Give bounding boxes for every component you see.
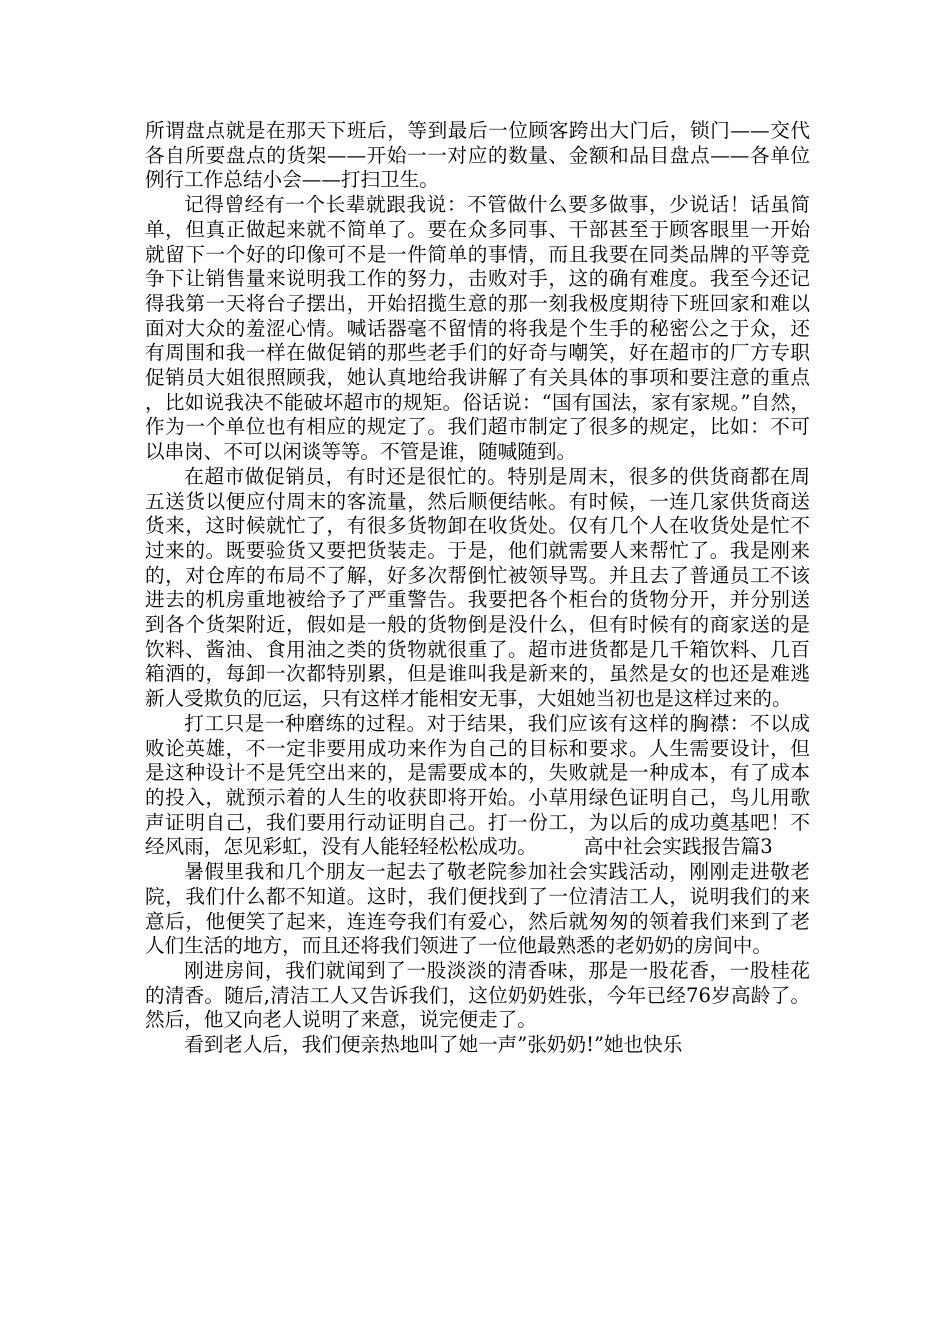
paragraph-entering-room: 刚进房间，我们就闻到了一股淡淡的清香味，那是一股花香，一股桂花的清香。随后,清洁工人又告诉我们，这位奶奶姓张，今年已经76岁高龄了。然后，他又向老人说明了来意，说完便走了。 (145, 958, 810, 1032)
paragraph-work-reflection-text: 打工只是一种磨练的过程。对于结果，我们应该有这样的胸襟：不以成败论英雄，不一定非要用成功来作为自己的目标和要求。人生需要设计，但是这种设计不是凭空出来的，是需要成本的，失败就是一种成本，有了成本的投入，就预示着的人生的收获即将开始。小草用绿色证明自己，鸟儿用歌声证明自己，我们要用行动证明自己。打一份工，为以后的成功奠基吧！不经风雨，怎见彩虹，没有人能轻轻松松成功。 (145, 711, 810, 859)
document-body (145, 119, 810, 1058)
paragraph-inventory: 所谓盘点就是在那天下班后，等到最后一位顾客跨出大门后，锁门——交代各自所要盘点的货架——开始一一对应的数量、金额和品目盘点——各单位例行工作总结小会——打扫卫生。 (145, 119, 810, 192)
paragraph-nursing-home-visit: 暑假里我和几个朋友一起去了敬老院参加社会实践活动，刚刚走进敬老院，我们什么都不知道。这时，我们便找到了一位清洁工人，说明我们的来意后，他便笑了起来，连连夸我们有爱心，然后就匆匆的领着我们来到了老人们生活的地方，而且还将我们领进了一位他最熟悉的老奶奶的房间中。 (145, 860, 810, 958)
paragraph-greeting-grandma: 看到老人后，我们便亲热地叫了她一声”张奶奶!”她也快乐 (184, 1033, 683, 1057)
section-heading-report-3: 高中社会实践报告篇3 (583, 835, 773, 859)
paragraph-supermarket-busy: 在超市做促销员，有时还是很忙的。特别是周末，很多的供货商都在周五送货以便应付周末的客流量，然后顺便结帐。有时候，一连几家供货商送货来，这时候就忙了，有很多货物卸在收货处。仅有几个人在收货处是忙不过来的。既要验货又要把货装走。于是，他们就需要人来帮忙了。我是刚来的，对仓库的布局不了解，好多次帮倒忙被领导骂。并且去了普通员工不该进去的机房重地被给予了严重警告。我要把各个柜台的货物分开，并分别送到各个货架附近，假如是一般的货物倒是没什么，但有时候有的商家送的是饮料、酱油、食用油之类的货物就很重了。超市进货都是几千箱饮料、几百箱酒的，每卸一次都特别累，但是谁叫我是新来的，虽然是女的也还是难逃新人受欺负的厄运，只有这样才能相安无事，大姐她当初也是这样过来的。 (145, 464, 810, 711)
paragraph-work-reflection (145, 712, 810, 860)
paragraph-elder-advice: 记得曾经有一个长辈就跟我说：不管做什么要多做事，少说话！话虽简单，但真正做起来就不简单了。要在众多同事、干部甚至于顾客眼里一开始就留下一个好的印像可不是一件简单的事情，而且我要在同类品牌的平等竞争下让销售量来说明我工作的努力，击败对手，这的确有难度。我至今还记得我第一天将台子摆出，开始招揽生意的那一刻我极度期待下班回家和难以面对大众的羞涩心情。喊话器毫不留情的将我是个生手的秘密公之于众，还有周围和我一样在做促销的那些老手们的好奇与嘲笑，好在超市的厂方专职促销员大姐很照顾我，她认真地给我讲解了有关具体的事项和要注意的重点，比如说我决不能破坏超市的规矩。俗话说：“国有国法，家有家规。”自然，作为一个单位也有相应的规定了。我们超市制定了很多的规定，比如：不可以串岗、不可以闲谈等等。不管是谁，随喊随到。 (145, 193, 810, 464)
